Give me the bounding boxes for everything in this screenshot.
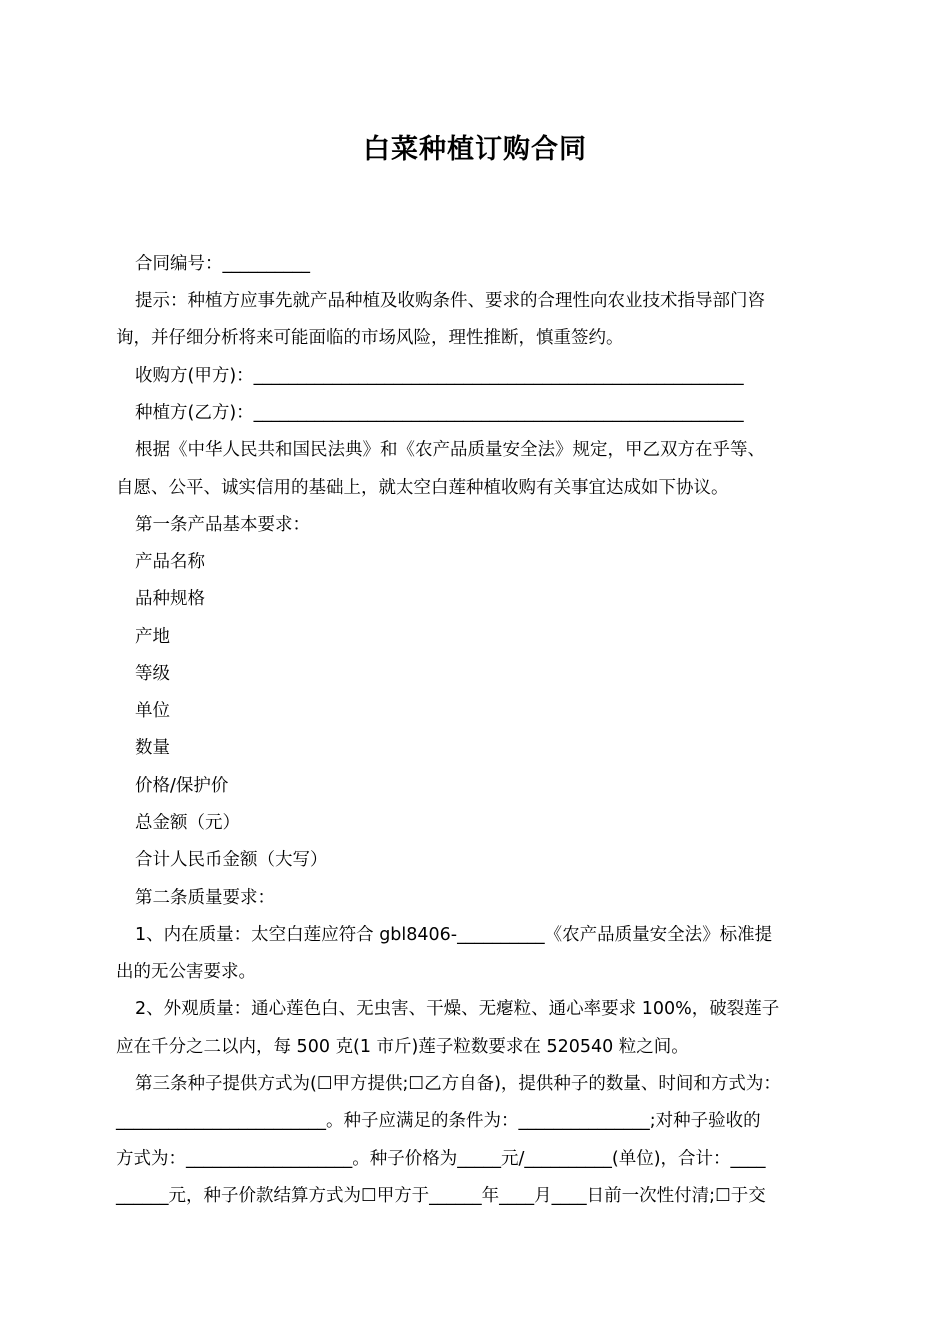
item-product-name: 产品名称 [135,552,205,572]
item-price: 价格/保护价 [135,776,229,796]
notice-line-1: 提示：种植方应事先就产品种植及收购条件、要求的合理性向农业技术指导部门咨 [135,291,765,311]
article-1-heading: 第一条产品基本要求： [135,515,310,535]
grower-line: 种植方(乙方)：________________________________________________________ [135,403,744,423]
item-quantity: 数量 [135,738,170,758]
preamble-line-2: 自愿、公平、诚实信用的基础上，就太空白莲种植收购有关事宜达成如下协议。 [116,478,729,498]
buyer-line: 收购方(甲方)：________________________________________________________ [135,366,744,386]
item-total-rmb-uppercase: 合计人民币金额（大写） [135,850,328,870]
article-3-line-1: 第三条种子提供方式为(☐甲方提供;☐乙方自备)，提供种子的数量、时间和方式为： [135,1074,781,1094]
article-3-line-2: ________________________。种子应满足的条件为：_______________;对种子验收的 [116,1111,761,1131]
item-grade: 等级 [135,664,170,684]
document-title: 白菜种植订购合同 [363,134,587,165]
quality-appearance-line-1: 2、外观质量：通心莲色白、无虫害、干燥、无瘪粒、通心率要求 100%，破裂莲子 [135,999,780,1019]
article-3-line-3: 方式为：___________________。种子价格为_____元/__________(单位)，合计：____ [116,1149,766,1169]
article-2-heading: 第二条质量要求： [135,888,275,908]
quality-appearance-line-2: 应在千分之二以内，每 500 克(1 市斤)莲子粒数要求在 520540 粒之间。 [116,1037,689,1057]
item-unit: 单位 [135,701,170,721]
item-origin: 产地 [135,627,170,647]
notice-line-2: 询，并仔细分析将来可能面临的市场风险，理性推断，慎重签约。 [116,328,624,348]
contract-number-line: 合同编号：__________ [135,254,310,274]
quality-internal-line-1: 1、内在质量：太空白莲应符合 gbl8406-__________《农产品质量安全法》标准提 [135,925,773,945]
item-variety-spec: 品种规格 [135,589,205,609]
quality-internal-line-2: 出的无公害要求。 [116,962,256,982]
preamble-line-1: 根据《中华人民共和国民法典》和《农产品质量安全法》规定，甲乙双方在乎等、 [135,440,765,460]
article-3-line-4: ______元，种子价款结算方式为☐甲方于______年____月____日前一次性付清;☐于交 [116,1186,766,1206]
item-total-amount: 总金额（元） [135,813,240,833]
